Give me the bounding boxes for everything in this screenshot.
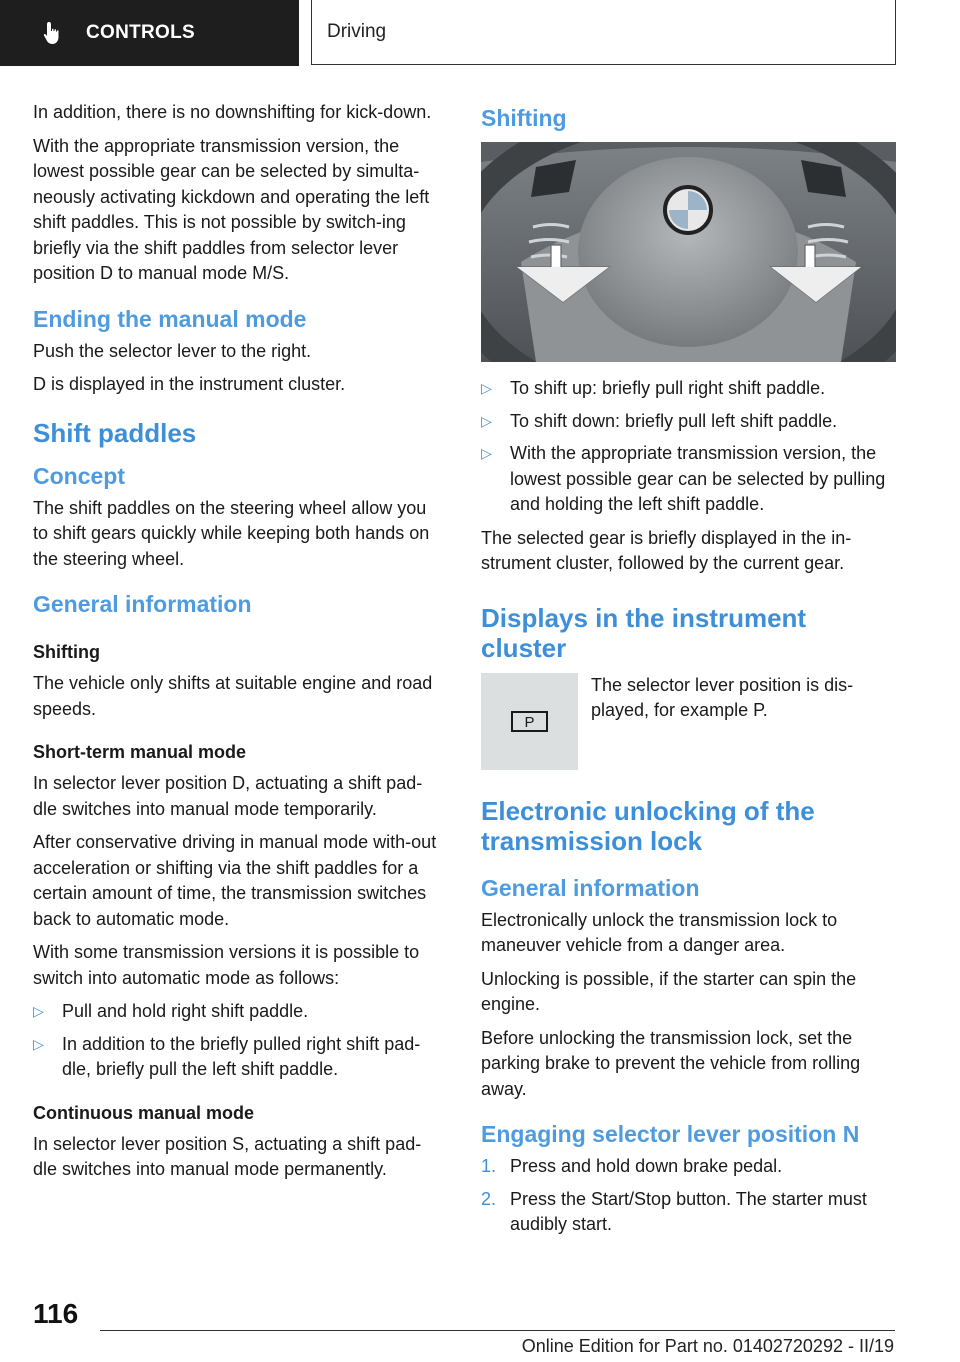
- right-column: [481, 100, 891, 1246]
- numbered-steps: [481, 1154, 891, 1238]
- heading-general-information: General information: [481, 874, 700, 901]
- heading-shift-paddles: Shift paddles: [33, 417, 197, 448]
- heading-short-term-manual-mode: Short-term manual mode: [33, 742, 247, 762]
- paragraph: With some transmission versions it is possible to switch into automatic mode as follows:: [33, 942, 420, 988]
- bullet-marker: ▷: [33, 1003, 44, 1019]
- chapter-title: Driving: [327, 21, 387, 42]
- paragraph: The vehicle only shifts at suitable engine and road speeds.: [33, 673, 433, 719]
- step-number: 2.: [481, 1188, 497, 1209]
- steering-wheel-illustration: [481, 142, 896, 362]
- list-item: ▷ To shift up: briefly pull right shift paddle.: [481, 376, 891, 402]
- hand-pointer-icon: [40, 20, 66, 46]
- bullet-marker: ▷: [33, 1035, 44, 1052]
- list-item: 2. Press the Start/Stop button. The starter must audibly start.: [481, 1188, 867, 1234]
- paragraph: After conservative driving in manual mode with-out acceleration or shifting via the shift paddles for a certain amount of time, the transmission switches back to automatic mode.: [33, 832, 437, 929]
- paragraph: In selector lever position D, actuating a shift pad-dle switches into manual mode temporarily.: [33, 773, 423, 819]
- bullet-list: [33, 999, 443, 1083]
- footer-edition: Online Edition for Part no. 01402720292 - II/19: [521, 1336, 894, 1356]
- paragraph: Before unlocking the transmission lock, set the parking brake to prevent the vehicle from rolling away.: [481, 1027, 861, 1099]
- paragraph: The selector lever position is dis-played, for example P.: [591, 674, 854, 720]
- display-example: [481, 673, 891, 770]
- selector-display-icon: [481, 673, 578, 770]
- heading-shifting: Shifting: [481, 105, 567, 131]
- heading-continuous-manual-mode: Continuous manual mode: [33, 1102, 255, 1123]
- bullet-marker: ▷: [481, 380, 492, 396]
- paragraph: In selector lever position S, actuating a shift pad-dle switches into manual mode permanently.: [33, 1133, 422, 1179]
- paragraph: With the appropriate transmission version, the lowest possible gear can be selected by simulta-neously activating kickdown and operating the left shift paddles. This is not possible by switch-ing briefly via the shift paddles from selector lever position D to manual mode M/S.: [33, 135, 430, 283]
- list-item: ▷ Pull and hold right shift paddle.: [33, 999, 443, 1025]
- step-number: 1.: [481, 1156, 497, 1176]
- list-item: 1. Press and hold down brake pedal.: [481, 1154, 891, 1180]
- heading-shifting: Shifting: [33, 642, 100, 662]
- instrument-display-image: [481, 673, 578, 770]
- heading-concept: Concept: [33, 462, 125, 489]
- paragraph: The selected gear is briefly displayed in the in-strument cluster, followed by the current gear.: [481, 527, 852, 573]
- footer-divider: [100, 1330, 895, 1331]
- paragraph: D is displayed in the instrument cluster.: [33, 374, 346, 394]
- list-item: ▷ To shift down: briefly pull left shift paddle.: [481, 409, 891, 435]
- paragraph: Electronically unlock the transmission lock to maneuver vehicle from a danger area.: [481, 909, 838, 955]
- bullet-list: [481, 376, 891, 518]
- heading-engaging-position-n: Engaging selector lever position N: [481, 1121, 860, 1147]
- paragraph: The shift paddles on the steering wheel allow you to shift gears quickly while keeping both hands on the steering wheel.: [33, 497, 430, 569]
- section-label: CONTROLS: [86, 22, 196, 43]
- list-item: ▷ With the appropriate transmission version, the lowest possible gear can be selected by pulling and holding the left shift paddle.: [481, 443, 886, 514]
- list-item: ▷ In addition to the briefly pulled right shift pad-dle, briefly pull the left shift paddle.: [33, 1033, 421, 1079]
- heading-ending-manual-mode: Ending the manual mode: [33, 305, 307, 332]
- display-description: [591, 673, 891, 770]
- bullet-marker: ▷: [481, 445, 492, 461]
- paragraph: In addition, there is no downshifting for kick-down.: [33, 102, 432, 122]
- paragraph: Push the selector lever to the right.: [33, 340, 312, 361]
- left-column: [33, 100, 443, 1191]
- bullet-marker: ▷: [481, 412, 492, 429]
- page-number: 116: [33, 1298, 79, 1329]
- heading-electronic-unlocking: Electronic unlocking of the transmission lock: [481, 795, 815, 856]
- selector-position-letter: P: [524, 713, 535, 731]
- section-tab: [0, 0, 299, 66]
- chapter-header: [311, 0, 896, 65]
- heading-displays-instrument-cluster: Displays in the instrument cluster: [481, 602, 807, 663]
- heading-general-information: General information: [33, 591, 252, 617]
- paragraph: Unlocking is possible, if the starter can spin the engine.: [481, 968, 857, 1014]
